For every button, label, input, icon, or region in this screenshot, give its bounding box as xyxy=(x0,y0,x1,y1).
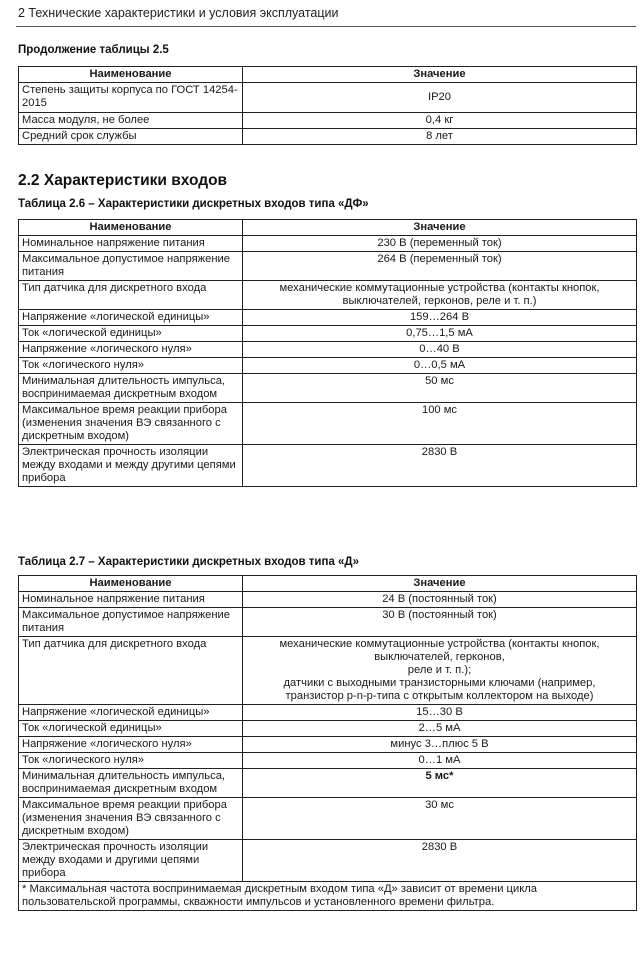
row-name: Электрическая прочность изоляции между входами и между другими цепями прибора xyxy=(19,445,243,487)
table-row xyxy=(19,236,637,252)
running-header: 2 Технические характеристики и условия эксплуатации xyxy=(18,6,339,20)
row-value: 2…5 мА xyxy=(243,721,637,737)
row-value: 2830 В xyxy=(243,445,637,487)
table-row xyxy=(19,637,637,705)
table-row xyxy=(19,374,637,403)
row-name: Напряжение «логического нуля» xyxy=(19,737,243,753)
value-line: транзистор p-n-p-типа с открытым коллектором на выходе) xyxy=(285,690,594,702)
table26 xyxy=(18,219,637,487)
value-line: выключателей, герконов, xyxy=(374,651,505,663)
table26-caption: Таблица 2.6 – Характеристики дискретных входов типа «ДФ» xyxy=(18,198,369,210)
table25-caption: Продолжение таблицы 2.5 xyxy=(18,44,169,56)
row-name: Ток «логического нуля» xyxy=(19,753,243,769)
row-value: 0…40 В xyxy=(243,342,637,358)
row-name: Ток «логической единицы» xyxy=(19,326,243,342)
table-row xyxy=(19,737,637,753)
table-header-row xyxy=(19,220,637,236)
row-name: Минимальная длительность импульса, воспринимаемая дискретным входом xyxy=(19,769,243,798)
table-row xyxy=(19,281,637,310)
table25 xyxy=(18,66,637,145)
row-value: 50 мс xyxy=(243,374,637,403)
row-name: Напряжение «логической единицы» xyxy=(19,705,243,721)
table-row xyxy=(19,310,637,326)
row-name: Тип датчика для дискретного входа xyxy=(19,637,243,705)
row-name: Номинальное напряжение питания xyxy=(19,592,243,608)
table-row xyxy=(19,769,637,798)
table27-caption: Таблица 2.7 – Характеристики дискретных входов типа «Д» xyxy=(18,556,360,568)
value-line: реле и т. п.); xyxy=(407,664,472,676)
row-name: Масса модуля, не более xyxy=(19,113,243,129)
col-header-name: Наименование xyxy=(19,576,243,592)
table-row xyxy=(19,705,637,721)
table-header-row xyxy=(19,67,637,83)
table-row xyxy=(19,83,637,113)
row-value xyxy=(243,637,637,705)
row-value: 100 мс xyxy=(243,403,637,445)
table-row xyxy=(19,445,637,487)
row-value: 0…0,5 мА xyxy=(243,358,637,374)
row-value: 2830 В xyxy=(243,840,637,882)
table-footnote: * Максимальная частота воспринимаемая дискретным входом типа «Д» зависит от времени цикла пользовательской программы, скважности импульсов и установленного времени фильтра. xyxy=(19,882,637,911)
row-name: Максимальное допустимое напряжение питания xyxy=(19,608,243,637)
table-row xyxy=(19,326,637,342)
header-rule xyxy=(16,26,636,27)
table-header-row xyxy=(19,576,637,592)
row-name: Максимальное время реакции прибора (изменения значения ВЭ связанного с дискретным входом) xyxy=(19,798,243,840)
table-row xyxy=(19,129,637,145)
table-row xyxy=(19,798,637,840)
row-name: Ток «логической единицы» xyxy=(19,721,243,737)
row-value: 0…1 мА xyxy=(243,753,637,769)
row-value: 5 мс* xyxy=(243,769,637,798)
row-name: Тип датчика для дискретного входа xyxy=(19,281,243,310)
table-row xyxy=(19,113,637,129)
table27 xyxy=(18,575,637,911)
row-value: 30 В (постоянный ток) xyxy=(243,608,637,637)
table-row xyxy=(19,608,637,637)
row-name: Максимальное время реакции прибора (изменения значения ВЭ связанного с дискретным входом) xyxy=(19,403,243,445)
row-value: 0,4 кг xyxy=(243,113,637,129)
value-line: датчики с выходными транзисторными ключами (например, xyxy=(283,677,596,689)
row-name: Средний срок службы xyxy=(19,129,243,145)
col-header-value: Значение xyxy=(243,220,637,236)
row-name: Номинальное напряжение питания xyxy=(19,236,243,252)
col-header-name: Наименование xyxy=(19,67,243,83)
row-value: IP20 xyxy=(243,83,637,113)
col-header-value: Значение xyxy=(243,67,637,83)
value-line: механические коммутационные устройства (контакты кнопок, xyxy=(279,638,600,650)
row-value: 0,75…1,5 мА xyxy=(243,326,637,342)
table-row xyxy=(19,252,637,281)
row-value: 8 лет xyxy=(243,129,637,145)
section-title: 2.2 Характеристики входов xyxy=(18,172,228,189)
table-row xyxy=(19,753,637,769)
table-row xyxy=(19,592,637,608)
col-header-value: Значение xyxy=(243,576,637,592)
row-value: 264 В (переменный ток) xyxy=(243,252,637,281)
table-footnote-row xyxy=(19,882,637,911)
table-row xyxy=(19,721,637,737)
row-name: Минимальная длительность импульса, воспринимаемая дискретным входом xyxy=(19,374,243,403)
table-row xyxy=(19,840,637,882)
table-row xyxy=(19,358,637,374)
table-row xyxy=(19,342,637,358)
row-name: Напряжение «логического нуля» xyxy=(19,342,243,358)
row-value: 24 В (постоянный ток) xyxy=(243,592,637,608)
row-name: Электрическая прочность изоляции между входами и другими цепями прибора xyxy=(19,840,243,882)
row-value: механические коммутационные устройства (контакты кнопок, выключателей, герконов, реле и т. п.) xyxy=(243,281,637,310)
row-value: 159…264 В xyxy=(243,310,637,326)
row-value: 15…30 В xyxy=(243,705,637,721)
table-row xyxy=(19,403,637,445)
col-header-name: Наименование xyxy=(19,220,243,236)
row-name: Ток «логического нуля» xyxy=(19,358,243,374)
row-value: 30 мс xyxy=(243,798,637,840)
row-name: Максимальное допустимое напряжение питания xyxy=(19,252,243,281)
row-value: 230 В (переменный ток) xyxy=(243,236,637,252)
row-name: Напряжение «логической единицы» xyxy=(19,310,243,326)
row-value: минус 3…плюс 5 В xyxy=(243,737,637,753)
row-name: Степень защиты корпуса по ГОСТ 14254-2015 xyxy=(19,83,243,113)
